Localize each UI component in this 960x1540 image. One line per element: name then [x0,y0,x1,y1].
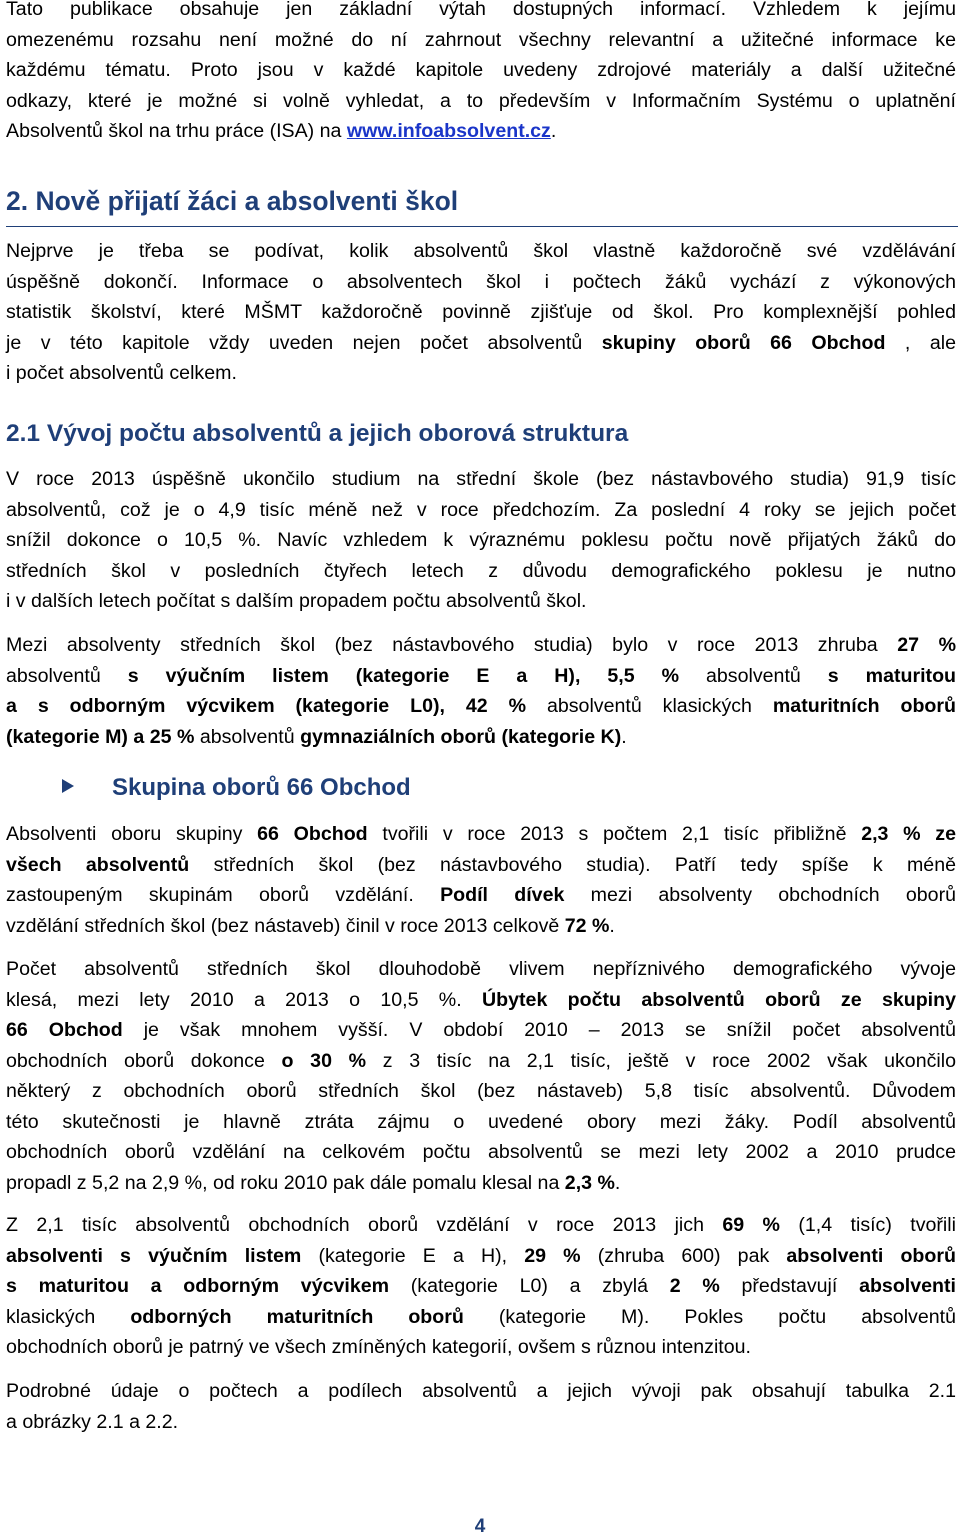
text-span: středních škol (bez nástavbového studia). Patří tedy spíše k méně [213,853,957,876]
heading-text: Skupina oborů 66 Obchod [112,774,411,801]
bold-span: 66 Obchod [6,1019,123,1041]
text-line: Počet absolventů středních škol dlouhodobě vlivem nepříznivého demografického vývoje [6,958,956,980]
text-line [6,1241,956,1272]
text-line [6,722,956,753]
text-line: absolventů, což je o 4,9 tisíc méně než v roce předchozím. Za poslední 4 roky se jejich počet [6,498,956,521]
subsection-heading: 2.1 Vývoj počtu absolventů a jejich oborová struktura [6,420,629,447]
section21-paragraph-1 [6,464,956,617]
text-span: mezi absolventy obchodních oborů [590,884,956,906]
text-span: představují [741,1275,860,1297]
text-line [6,1046,956,1077]
text-line [6,328,956,359]
intro-paragraph [6,0,956,147]
bold-span: skupiny oborů 66 Obchod [601,331,886,354]
bold-span: všech absolventů [6,853,190,876]
text-line: statistik školství, které MŠMT každoročně povinně zjišťuje od škol. Pro komplexnější pohled [6,301,956,323]
bold-span: absolventi s výučním listem [6,1244,302,1267]
skupina-heading [62,774,411,802]
bold-span: 2 % [669,1275,720,1297]
bold-span: Úbytek počtu absolventů oborů ze skupiny [482,988,956,1011]
obchod-paragraph-1 [6,819,956,941]
text-line: snížil dokonce o 10,5 %. Navíc vzhledem k výraznému poklesu počtu nově přijatých žáků do [6,529,956,551]
text-span: . [550,120,557,142]
bold-span: 2,3 % ze [861,823,956,845]
text-span: . [614,1171,621,1194]
triangle-bullet-icon [62,779,74,793]
text-span: absolventů [194,725,301,748]
text-span: (kategorie M). Pokles počtu absolventů [498,1305,956,1328]
text-line [6,1015,956,1046]
bold-span: maturitních oborů [772,695,956,717]
text-line: každému tématu. Proto jsou v každé kapitole uvedeny zdrojové materiály a další užitečné [6,59,956,81]
text-line [6,911,956,942]
text-line: obchodních oborů vzdělání na celkovém počtu absolventů se mezi lety 2002 a 2010 prudce [6,1141,956,1163]
text-span: Z 2,1 tisíc absolventů obchodních oborů vzdělání v roce 2013 jich [6,1214,723,1236]
text-line: této skutečnosti je hlavně ztráta zájmu o uvedené obory mezi žáky. Podíl absolventů [6,1110,956,1133]
text-line [6,850,956,881]
obchod-paragraph-2 [6,954,956,1198]
text-line [6,1210,956,1241]
text-line: úspěšně dokončí. Informace o absolventech škol i počtech žáků vychází z výkonových [6,270,956,293]
text-line: středních škol v posledních čtyřech letech z důvodu demografického poklesu je nutno [6,559,956,582]
text-span: . [621,725,627,748]
text-line [6,691,956,722]
text-span: je však mnohem vyšší. V období 2010 – 2013 se snížil počet absolventů [143,1019,956,1041]
section21-paragraph-2 [6,630,956,752]
text-line [6,880,956,911]
text-span: tvořili v roce 2013 s počtem 2,1 tisíc přibližně [382,823,862,845]
page-number: 4 [474,1516,486,1537]
text-line: a obrázky 2.1 a 2.2. [6,1410,179,1433]
bold-span: 66 Obchod [257,823,368,845]
bold-span: 2,3 % [564,1171,615,1194]
bold-span: s maturitou a odborným výcvikem [6,1275,390,1297]
bold-span: 69 % [722,1214,780,1236]
text-line: některý z obchodních oborů středních škol (bez nástaveb) 5,8 tisíc absolventů. Důvodem [6,1080,956,1102]
obchod-paragraph-4 [6,1376,956,1437]
text-line: V roce 2013 úspěšně ukončilo studium na střední škole (bez nástavbového studia) 91,9 tisíc [6,468,956,490]
bold-span: 72 % [564,914,610,937]
bold-span: 27 % [897,634,956,656]
text-line [6,985,956,1016]
text-span: , ale [904,331,956,354]
text-line [6,1302,956,1333]
text-span: . [609,914,615,937]
text-line: i počet absolventů celkem. [6,362,237,384]
text-span: propadl z 5,2 na 2,9 %, od roku 2010 pak dále pomalu klesal na [6,1171,565,1194]
text-span: obchodních oborů dokonce [6,1049,282,1072]
text-line: obchodních oborů je patrný ve všech zmíněných kategorií, ovšem s různou intenzitou. [6,1336,751,1358]
text-line: odkazy, které je možné si volně vyhledat, a to především v Informačním Systému o uplatnění [6,89,956,112]
text-line [6,116,956,147]
text-line: omezenému rozsahu není možné do ní zahrnout všechny relevantní a užitečné informace ke [6,28,956,51]
text-span: zastoupeným skupinám oborů vzdělání. [6,884,441,906]
text-line: i v dalších letech počítat s dalším propadem počtu absolventů škol. [6,590,587,612]
text-line [6,630,956,661]
text-span: Absolventů škol na trhu práce (ISA) na [6,120,347,142]
obchod-paragraph-3 [6,1210,956,1363]
text-span: je v této kapitole vždy uveden nejen počet absolventů [6,331,602,354]
bold-span: gymnaziálních oborů (kategorie K) [300,725,622,748]
text-line [6,661,956,692]
text-span: Absolventi oboru skupiny [6,823,258,845]
text-span: (zhruba 600) pak [597,1244,787,1267]
bold-span: o 30 % [281,1049,367,1072]
text-line: Nejprve je třeba se podívat, kolik absolventů škol vlastně každoročně své vzdělávání [6,240,956,262]
text-line [6,1168,956,1199]
section-heading: 2. Nově přijatí žáci a absolventi škol [6,186,459,216]
text-span: vzdělání středních škol (bez nástaveb) činil v roce 2013 celkově [6,914,565,937]
text-line: Podrobné údaje o počtech a podílech absolventů a jejich vývoji pak obsahují tabulka 2.1 [6,1380,956,1402]
heading-underline [6,226,958,227]
text-line [6,1271,956,1302]
text-span: absolventů [706,664,828,687]
bold-span: a s odborným výcvikem (kategorie L0), 42 % [6,695,527,717]
text-span: klesá, mezi lety 2010 a 2013 o 10,5 %. [6,988,482,1011]
text-span: (kategorie L0) a zbylá [410,1275,670,1297]
infoabsolvent-link[interactable]: www.infoabsolvent.cz [346,120,551,142]
bold-span: s výučním listem (kategorie E a H), 5,5 % [127,664,680,687]
text-span: klasických [6,1305,131,1328]
text-span: Mezi absolventy středních škol (bez nástavbového studia) bylo v roce 2013 zhruba [6,634,898,656]
bold-span: 29 % [524,1244,581,1267]
text-span: absolventů [6,664,128,687]
bold-span: absolventi oborů [786,1244,956,1267]
text-line: Tato publikace obsahuje jen základní výtah dostupných informací. Vzhledem k jejímu [6,0,956,20]
text-line [6,819,956,850]
section2-paragraph [6,236,956,389]
text-span: absolventů klasických [546,695,773,717]
text-span: (1,4 tisíc) tvořili [798,1214,956,1236]
bold-span: absolventi [859,1275,956,1297]
text-span: (kategorie E a H), [318,1244,525,1267]
text-span: z 3 tisíc na 2,1 tisíc, ještě v roce 2002 však ukončilo [382,1049,956,1072]
bold-span: (kategorie M) a 25 % [6,725,195,748]
bold-span: Podíl dívek [440,884,565,906]
bold-span: s maturitou [827,664,957,687]
bold-span: odborných maturitních oborů [130,1305,464,1328]
